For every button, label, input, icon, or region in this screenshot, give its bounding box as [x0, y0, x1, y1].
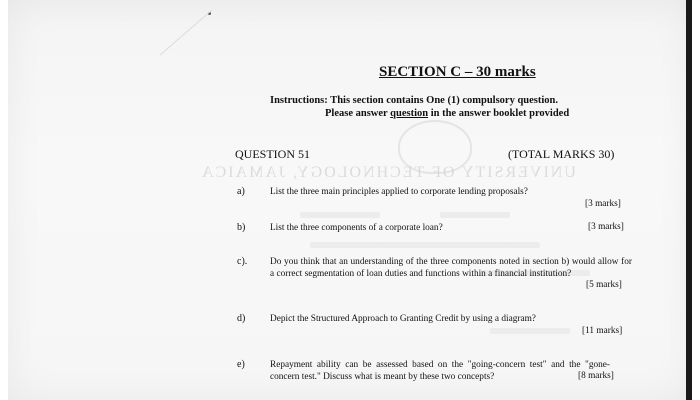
item-text: Depict the Structured Approach to Granting Credit by using a diagram?	[270, 314, 536, 324]
item-label: c).	[237, 256, 248, 267]
watermark-faint-line	[440, 212, 510, 218]
scan-edge	[686, 0, 692, 400]
item-marks: [11 marks]	[582, 326, 623, 336]
watermark-faint-line	[300, 212, 380, 218]
item-text: Repayment ability can be assessed based on the "going-concern test" and the "gone-concern test." Discuss what is meant by these two concepts?	[270, 360, 610, 382]
watermark-faint-line	[310, 242, 540, 248]
item-text: List the three components of a corporate loan?	[270, 223, 443, 233]
question-title: QUESTION 51	[235, 147, 310, 161]
item-marks: [8 marks]	[578, 371, 614, 381]
question-total-marks: (TOTAL MARKS 30)	[508, 147, 615, 161]
watermark-crest-icon	[398, 120, 472, 174]
watermark-faint-line	[490, 328, 570, 334]
instructions-underlined-word: question	[390, 108, 429, 119]
item-label: e)	[237, 359, 245, 370]
item-label: b)	[237, 222, 246, 233]
instructions-line-1: Instructions: This section contains One (1) compulsory question.	[270, 95, 559, 106]
scan-speck	[208, 12, 211, 15]
item-marks: [5 marks]	[586, 280, 622, 290]
item-marks: [3 marks]	[588, 222, 624, 232]
watermark-text: UNIVERSITY OF TECHNOLOGY, JAMAICA	[200, 164, 576, 181]
item-label: a)	[237, 186, 245, 197]
instructions-line-2: Please answer question in the answer booklet provided	[325, 108, 570, 119]
section-title: SECTION C – 30 marks	[379, 64, 536, 80]
item-text: Do you think that an understanding of the three components noted in section b) would allow for a correct segmentation of loan duties and functions within a financial institution?	[270, 257, 632, 279]
item-label: d)	[237, 313, 246, 324]
item-text: List the three main principles applied to corporate lending proposals?	[270, 187, 528, 197]
item-marks: [3 marks]	[585, 199, 621, 209]
